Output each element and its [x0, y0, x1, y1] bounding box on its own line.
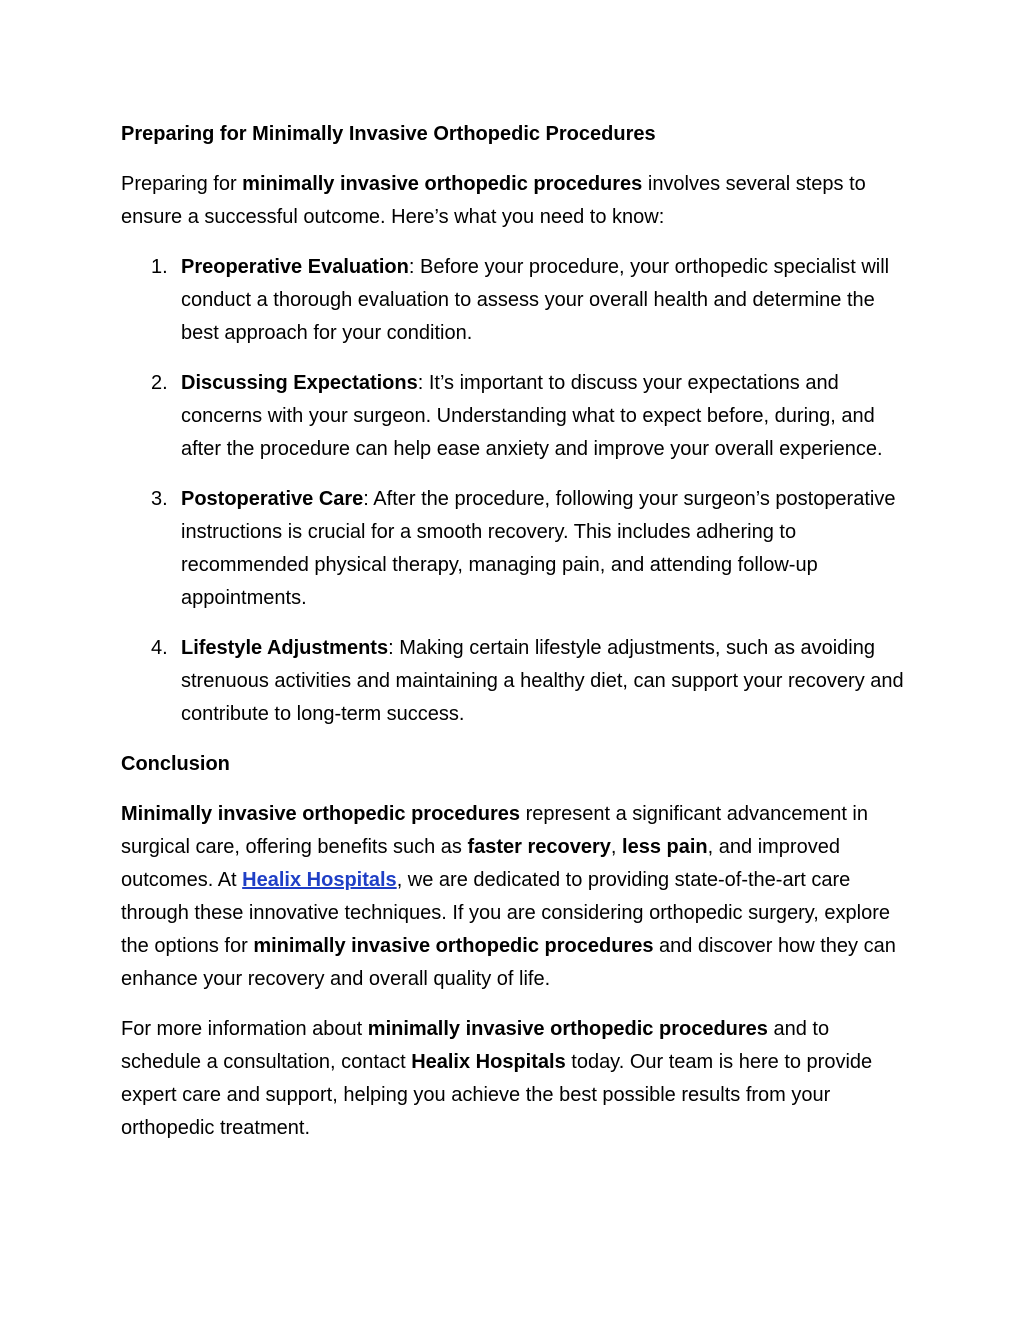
- list-number: 2.: [151, 372, 168, 394]
- step-text: : Before your procedure, your orthopedic specialist will conduct a thorough evaluation to assess your overall health and determine the best approach for your condition.: [181, 256, 890, 344]
- conclusion-paragraph: [121, 798, 911, 996]
- bold-keyword: less pain: [622, 836, 708, 858]
- steps-list: [121, 251, 911, 731]
- list-number: 3.: [151, 488, 168, 510]
- paragraph-text: represent a significant advancement in surgical care, offering benefits such as: [121, 803, 868, 858]
- paragraph-text: and discover how they can enhance your recovery and overall quality of life.: [121, 935, 896, 990]
- intro-paragraph: [121, 168, 911, 234]
- paragraph-text: ,: [610, 836, 623, 858]
- healix-hospitals-link[interactable]: Healix Hospitals: [242, 869, 397, 891]
- step-text: : It’s important to discuss your expectations and concerns with your surgeon. Understanding what to expect before, during, and after the procedure can help ease anxiety and improve your overall experience.: [181, 372, 883, 460]
- list-number: 1.: [151, 256, 168, 278]
- list-number: 4.: [151, 637, 168, 659]
- list-item: [121, 367, 911, 466]
- bold-keyword: faster recovery: [467, 836, 611, 858]
- bold-keyword: Minimally invasive orthopedic procedures: [121, 803, 521, 825]
- document-page: [121, 118, 911, 1162]
- list-item: [121, 632, 911, 731]
- paragraph-text: , and improved outcomes. At: [121, 836, 840, 891]
- paragraph-text: For more information about: [121, 1018, 368, 1040]
- step-title: Preoperative Evaluation: [181, 256, 409, 278]
- section-heading: Preparing for Minimally Invasive Orthopedic Procedures: [121, 123, 656, 145]
- bold-keyword: minimally invasive orthopedic procedures: [367, 1018, 768, 1040]
- conclusion-heading: Conclusion: [121, 753, 230, 775]
- contact-paragraph: [121, 1013, 911, 1145]
- paragraph-text: and to schedule a consultation, contact: [121, 1018, 830, 1073]
- list-item: [121, 483, 911, 615]
- paragraph-text: today. Our team is here to provide expert care and support, helping you achieve the best possible results from your orthopedic treatment.: [121, 1051, 873, 1139]
- intro-text: Preparing for: [121, 173, 243, 195]
- list-item: [121, 251, 911, 350]
- step-title: Discussing Expectations: [181, 372, 418, 394]
- bold-keyword: minimally invasive orthopedic procedures: [253, 935, 654, 957]
- intro-bold-keyword: minimally invasive orthopedic procedures: [242, 173, 643, 195]
- step-text: : Making certain lifestyle adjustments, such as avoiding strenuous activities and maintaining a healthy diet, can support your recovery and contribute to long-term success.: [181, 637, 904, 725]
- paragraph-text: , we are dedicated to providing state-of-the-art care through these innovative techniques. If you are considering orthopedic surgery, explore the options for: [121, 869, 890, 957]
- intro-text: involves several steps to ensure a successful outcome. Here’s what you need to know:: [121, 173, 866, 228]
- step-title: Postoperative Care: [181, 488, 364, 510]
- bold-keyword: Healix Hospitals: [411, 1051, 566, 1073]
- step-text: : After the procedure, following your surgeon’s postoperative instructions is crucial for a smooth recovery. This includes adhering to recommended physical therapy, managing pain, and attending follow-up appointments.: [181, 488, 896, 609]
- step-title: Lifestyle Adjustments: [181, 637, 389, 659]
